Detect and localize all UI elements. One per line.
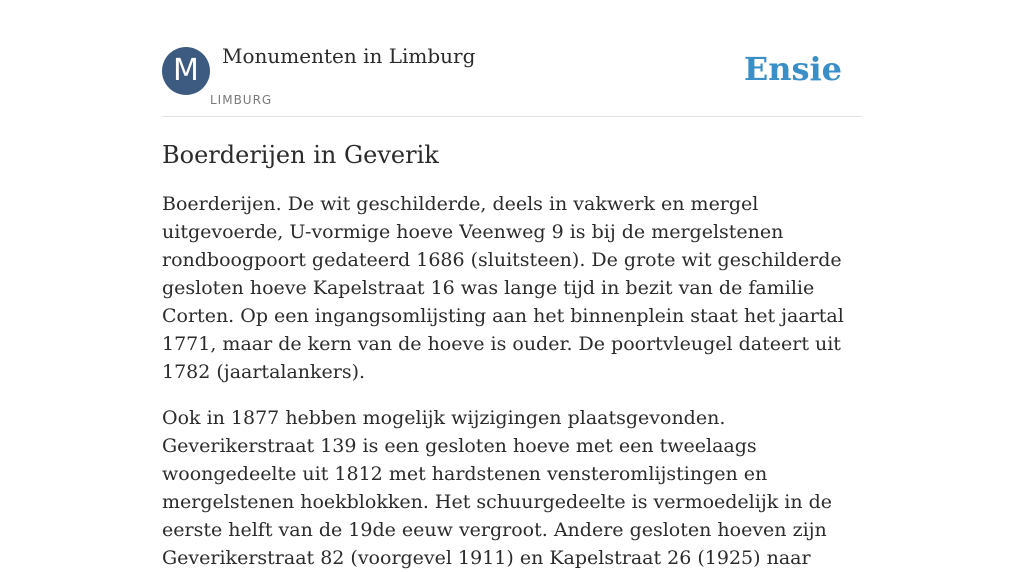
category-tag[interactable]: LIMBURG: [210, 93, 273, 107]
article-paragraph: Boerderijen. De wit geschilderde, deels in vakwerk en mergel uitgevoerde, U-vormige hoeve Veenweg 9 is bij de mergelstenen rondboogpoort gedateerd 1686 (sluitsteen). De grote wit geschilderde gesloten hoeve Kapelstraat 16 was lange tijd in bezit van de familie Corten. Op een ingangsomlijsting aan het binnenplein staat het jaartal 1771, maar de kern van de hoeve is ouder. De poortvleugel dateert uit 1782 (jaartalankers).: [162, 193, 844, 383]
site-title[interactable]: Monumenten in Limburg: [222, 44, 476, 68]
site-header: [162, 0, 862, 117]
article-title: Boerderijen in Geverik: [162, 141, 439, 169]
brand-logo[interactable]: Ensie: [743, 50, 842, 88]
avatar[interactable]: M: [162, 47, 210, 95]
article-paragraph: Ook in 1877 hebben mogelijk wijzigingen plaatsgevonden. Geverikerstraat 139 is een gesloten hoeve met een tweelaags woongedeelte uit 1812 met hardstenen vensteromlijstingen en mergelstenen hoekblokken. Het schuurgedeelte is vermoedelijk in de eerste helft van de 19de eeuw vergroot. Andere gesloten hoeven zijn Geverikerstraat 82 (voorgevel 1911) en Kapelstraat 26 (1925) naar: [162, 407, 833, 569]
article: [162, 138, 862, 572]
